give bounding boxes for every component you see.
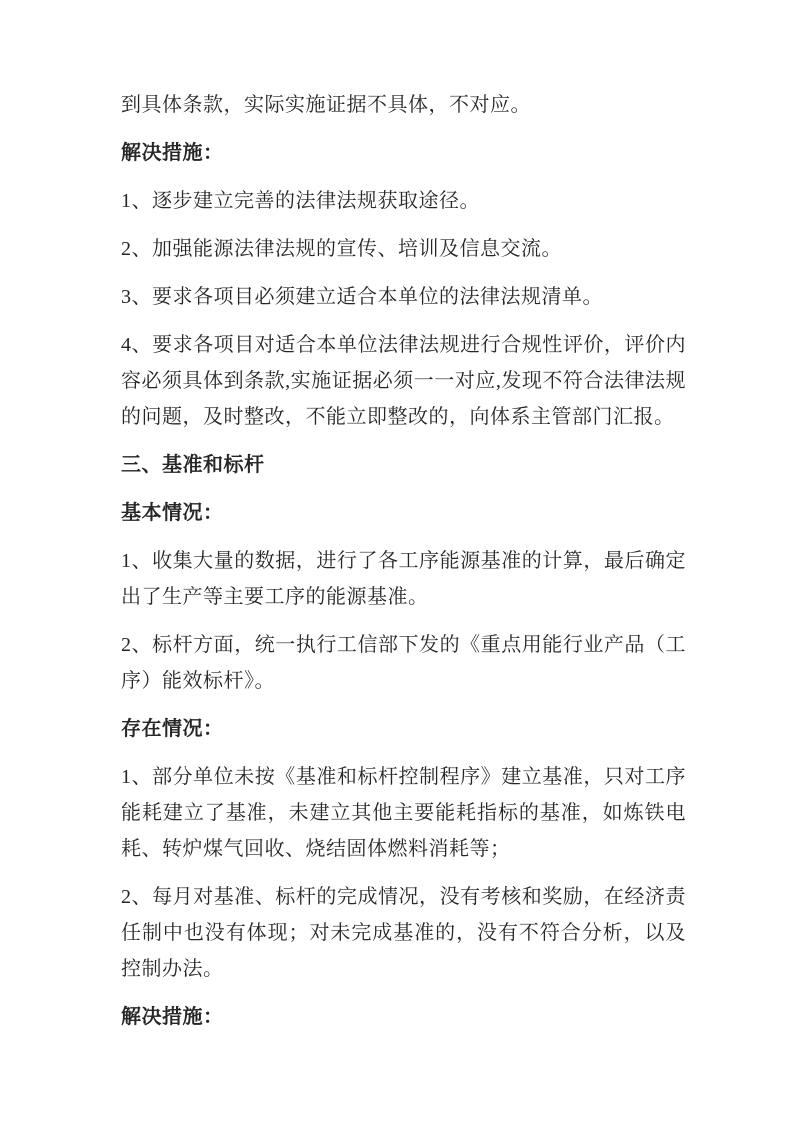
paragraph-continuation: 到具体条款，实际实施证据不具体，不对应。	[121, 94, 531, 116]
basic-situation-label: 基本情况：	[121, 502, 224, 524]
solution-item-4: 4、要求各项目对适合本单位法律法规进行合规性评价，评价内容必须具体到条款,实施证据必须一一对应,发现不符合法律法规的问题，及时整改，不能立即整改的，向体系主管部门汇报。	[121, 334, 686, 428]
solution-item-2: 2、加强能源法律法规的宣传、培训及信息交流。	[121, 238, 562, 260]
section-heading-benchmarks: 三、基准和标杆	[121, 454, 265, 476]
basic-situation-item-1: 1、收集大量的数据，进行了各工序能源基准的计算，最后确定出了生产等主要工序的能源基准。	[121, 550, 686, 608]
solution-item-3: 3、要求各项目必须建立适合本单位的法律法规清单。	[121, 286, 603, 308]
existing-issue-item-1: 1、部分单位未按《基准和标杆控制程序》建立基准，只对工序能耗建立了基准，未建立其他主要能耗指标的基准，如炼铁电耗、转炉煤气回收、烧结固体燃料消耗等；	[121, 766, 686, 860]
solution-item-1: 1、逐步建立完善的法律法规获取途径。	[121, 190, 480, 212]
existing-issue-item-2: 2、每月对基准、标杆的完成情况，没有考核和奖励，在经济责任制中也没有体现；对未完成基准的，没有不符合分析，以及控制办法。	[121, 886, 686, 980]
basic-situation-item-2: 2、标杆方面，统一执行工信部下发的《重点用能行业产品（工序）能效标杆》。	[121, 634, 686, 692]
solutions-label-2: 解决措施：	[121, 1006, 224, 1028]
solutions-label-1: 解决措施：	[121, 142, 224, 164]
existing-issues-label: 存在情况：	[121, 718, 224, 740]
